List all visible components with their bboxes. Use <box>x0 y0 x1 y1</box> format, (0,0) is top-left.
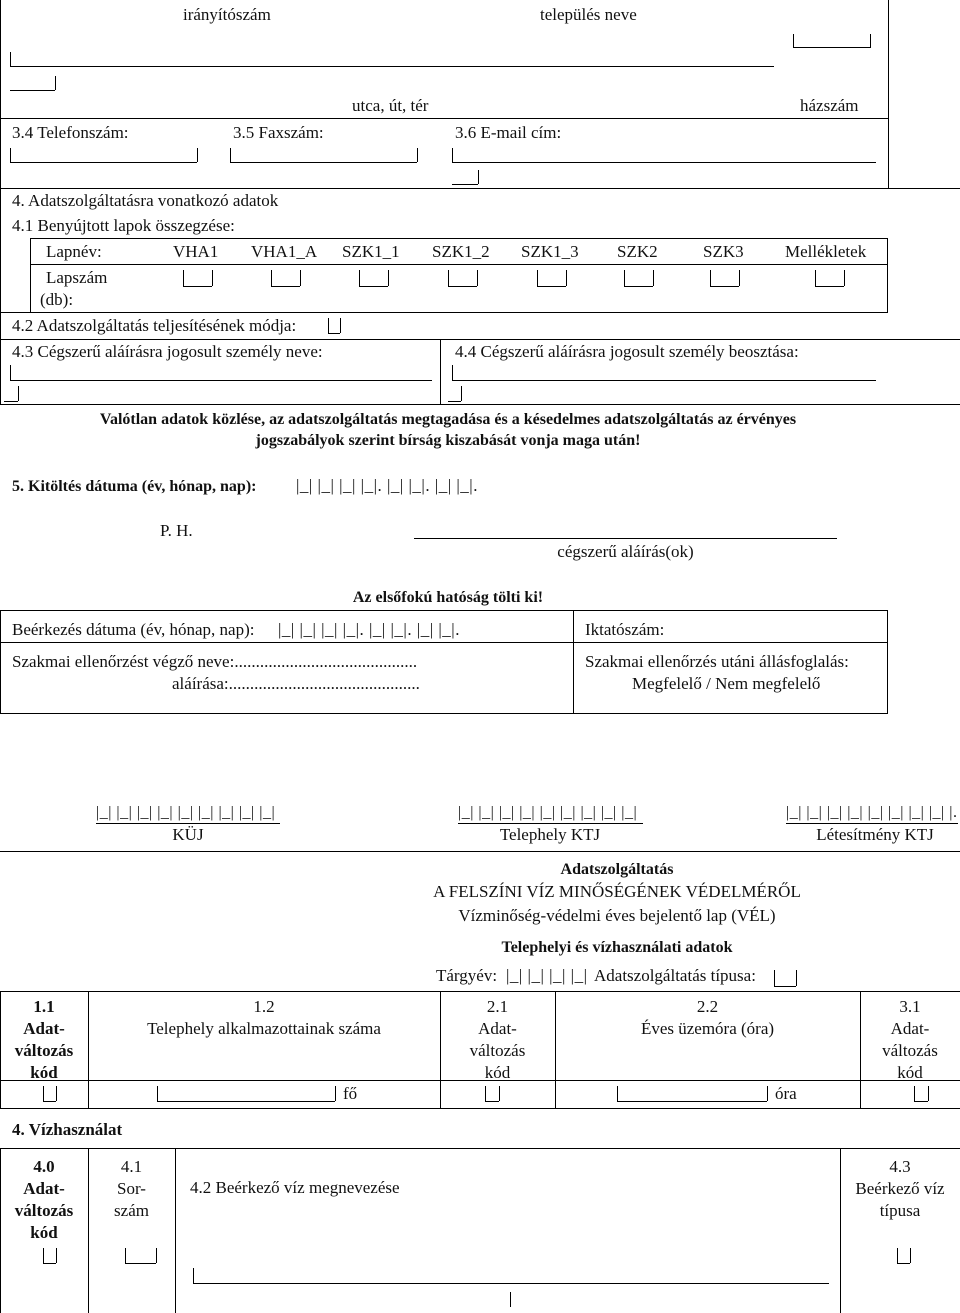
signer-name-field[interactable] <box>10 365 11 380</box>
page-szk1-1: SZK1_1 <box>342 242 400 261</box>
page-mellekletek: Mellékletek <box>785 242 867 261</box>
email-field[interactable] <box>452 148 453 162</box>
fill-date-label: 5. Kitöltés dátuma (év, hónap, nap): <box>12 478 257 495</box>
facility-ktj-label: Létesítmény KTJ <box>816 825 934 844</box>
checker-name-label: Szakmai ellenőrzést végző neve:........................................... <box>12 652 418 671</box>
col-4-3-header: 4.3 Beérkező víz típusa <box>855 1157 945 1221</box>
unit-hour: óra <box>775 1084 797 1103</box>
unit-person: fő <box>343 1084 358 1103</box>
col-1-1-header: 1.1 Adat- változás kód <box>14 997 74 1083</box>
authority-title: Az elsőfokú hatóság tölti ki! <box>352 589 544 606</box>
type-label: Adatszolgáltatás típusa: <box>594 966 756 985</box>
city-label: település neve <box>540 5 637 24</box>
zip-label: irányítószám <box>183 5 271 24</box>
site-ktj-label: Telephely KTJ <box>499 825 601 844</box>
water-use-title: 4. Vízhasználat <box>12 1120 123 1139</box>
page-szk3: SZK3 <box>703 242 744 261</box>
page-vha1: VHA1 <box>173 242 219 261</box>
phone-label: 3.4 Telefonszám: <box>12 123 129 142</box>
signer-title-field[interactable] <box>452 365 453 380</box>
col-1-2-header: 1.2 Telephely alkalmazottainak száma <box>147 997 381 1039</box>
email-label: 3.6 E-mail cím: <box>455 123 562 142</box>
header-title: Adatszolgáltatás <box>560 861 674 878</box>
opinion-value: Megfelelő / Nem megfelelő <box>632 674 821 693</box>
street-label: utca, út, tér <box>352 96 429 115</box>
site-ktj-boxes[interactable]: |_| |_| |_| |_| |_| |_| |_| |_| |_| <box>458 804 638 821</box>
kuj-boxes[interactable]: |_| |_| |_| |_| |_| |_| |_| |_| |_| <box>96 804 276 821</box>
page-szk2: SZK2 <box>617 242 658 261</box>
col-2-1-header: 2.1 Adat- változás kód <box>469 997 526 1083</box>
mode-box[interactable] <box>328 318 329 333</box>
street-field[interactable] <box>10 52 11 66</box>
frame-right <box>888 0 889 188</box>
page-szk1-2: SZK1_2 <box>432 242 490 261</box>
phone-field[interactable] <box>10 148 11 162</box>
warning-line-1: Valótlan adatok közlése, az adatszolgáltatás megtagadása és a késedelmes adatszolgáltatás az érvényes <box>99 411 797 428</box>
received-date-label: Beérkezés dátuma (év, hónap, nap): <box>12 620 255 639</box>
col-3-1-header: 3.1 Adat- változás kód <box>882 997 938 1083</box>
kuj-label: KÜJ <box>172 825 204 844</box>
section4-title: 4. Adatszolgáltatásra vonatkozó adatok <box>12 191 279 210</box>
file-number-label: Iktatószám: <box>585 620 665 639</box>
warning-line-2: jogszabályok szerint bírság kiszabását vonja maga után! <box>255 432 641 449</box>
col-2-2-header: 2.2 Éves üzemóra (óra) <box>640 997 775 1039</box>
header-sheet-name: Telephelyi és vízhasználati adatok <box>501 939 733 956</box>
header-form-name: Vízminőség-védelmi éves bejelentő lap (VÉL) <box>458 906 776 925</box>
fill-date-boxes[interactable]: |_| |_| |_| |_|. |_| |_|. |_| |_|. <box>296 476 478 495</box>
opinion-label: Szakmai ellenőrzés utáni állásfoglalás: <box>585 652 849 671</box>
mode-label: 4.2 Adatszolgáltatás teljesítésének módja: <box>12 316 297 335</box>
col-4-1-header: 4.1 Sor- szám <box>114 1157 149 1221</box>
received-date-boxes[interactable]: |_| |_| |_| |_|. |_| |_|. |_| |_|. <box>278 620 460 639</box>
frame-left <box>0 0 1 188</box>
page-szk1-3: SZK1_3 <box>521 242 579 261</box>
signer-title-label: 4.4 Cégszerű aláírásra jogosult személy beosztása: <box>455 342 799 361</box>
facility-ktj-boxes[interactable]: |_| |_| |_| |_| |_| |_| |_| |_| |. <box>786 804 958 821</box>
ph-label: P. H. <box>160 521 193 540</box>
signature-line[interactable] <box>414 538 837 539</box>
signature-label: cégszerű aláírás(ok) <box>557 542 694 561</box>
house-number-label: házszám <box>800 96 859 115</box>
header-subtitle: A FELSZÍNI VÍZ MINŐSÉGÉNEK VÉDELMÉRŐL <box>433 882 801 901</box>
year-boxes[interactable]: |_| |_| |_| |_| <box>506 966 588 985</box>
pages-summary-label: 4.1 Benyújtott lapok összegzése: <box>12 216 235 235</box>
fax-label: 3.5 Faxszám: <box>233 123 324 142</box>
type-box[interactable] <box>774 970 775 986</box>
col-4-0-header: 4.0 Adat- változás kód <box>14 1157 74 1243</box>
year-label: Tárgyév: <box>436 966 498 985</box>
count-label-db: (db): <box>40 290 74 309</box>
checker-sign-label: aláírása:............................................. <box>172 674 420 693</box>
fax-field[interactable] <box>230 148 231 162</box>
signer-name-label: 4.3 Cégszerű aláírásra jogosult személy neve: <box>12 342 323 361</box>
count-label: Lapszám <box>46 268 108 287</box>
col-4-2-header: 4.2 Beérkező víz megnevezése <box>190 1178 400 1197</box>
page-vha1-a: VHA1_A <box>251 242 318 261</box>
pagename-label: Lapnév: <box>46 242 102 261</box>
